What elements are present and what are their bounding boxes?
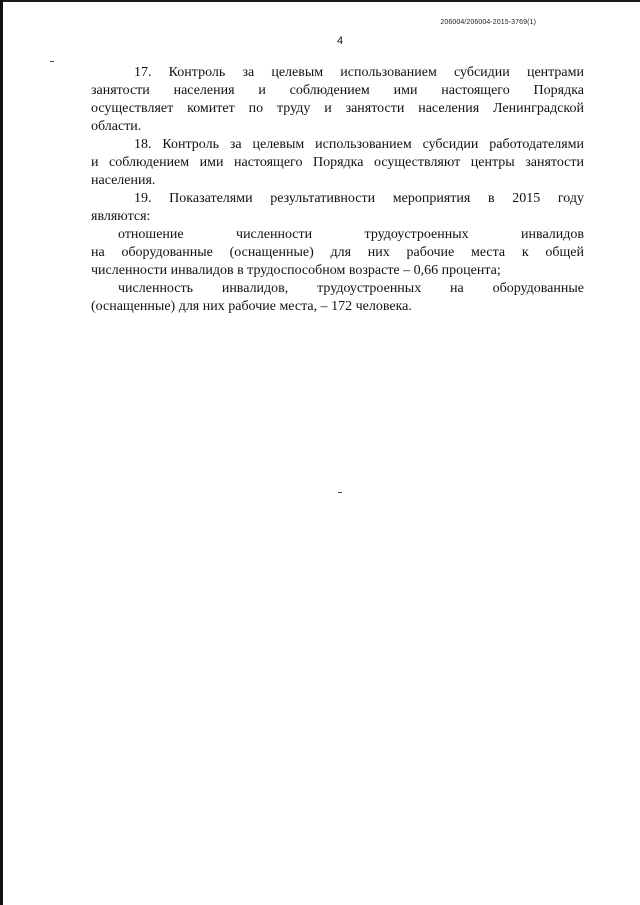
paragraph-17-line-1: 17. Контроль за целевым использованием субсидии центрами [134, 65, 584, 80]
scan-edge-left [0, 0, 3, 905]
document-body [91, 64, 584, 316]
scan-edge-top [0, 0, 640, 2]
document-id: 206004/206004-2015-3769(1) [440, 19, 536, 26]
scan-speck [338, 492, 342, 493]
paragraph-17-line-3: осуществляет комитет по труду и занятости населения Ленинградской [91, 101, 584, 116]
indicator-count-line-1: численность инвалидов, трудоустроенных на оборудованные [118, 281, 584, 296]
indicator-ratio-line-2: на оборудованные (оснащенные) для них рабочие места к общей [91, 245, 584, 260]
indicator-ratio-line-3: численности инвалидов в трудоспособном возрасте – 0,66 процента; [91, 263, 501, 278]
paragraph-17-line-4: области. [91, 119, 142, 134]
paragraph-18-line-1: 18. Контроль за целевым использованием субсидии работодателями [134, 137, 584, 152]
indicator-count-line-2: (оснащенные) для них рабочие места, – 172 человека. [91, 299, 412, 314]
paragraph-19-line-2: являются: [91, 209, 151, 224]
indicator-ratio-line-1: отношение численности трудоустроенных инвалидов [118, 227, 584, 242]
paragraph-18-line-3: населения. [91, 173, 156, 188]
paragraph-18-line-2: и соблюдением ими настоящего Порядка осуществляют центры занятости [91, 155, 584, 170]
paragraph-19-line-1: 19. Показателями результативности мероприятия в 2015 году [134, 191, 584, 206]
paragraph-17-line-2: занятости населения и соблюдением ими настоящего Порядка [91, 83, 584, 98]
page-number: 4 [336, 35, 344, 47]
scan-speck [50, 61, 54, 62]
